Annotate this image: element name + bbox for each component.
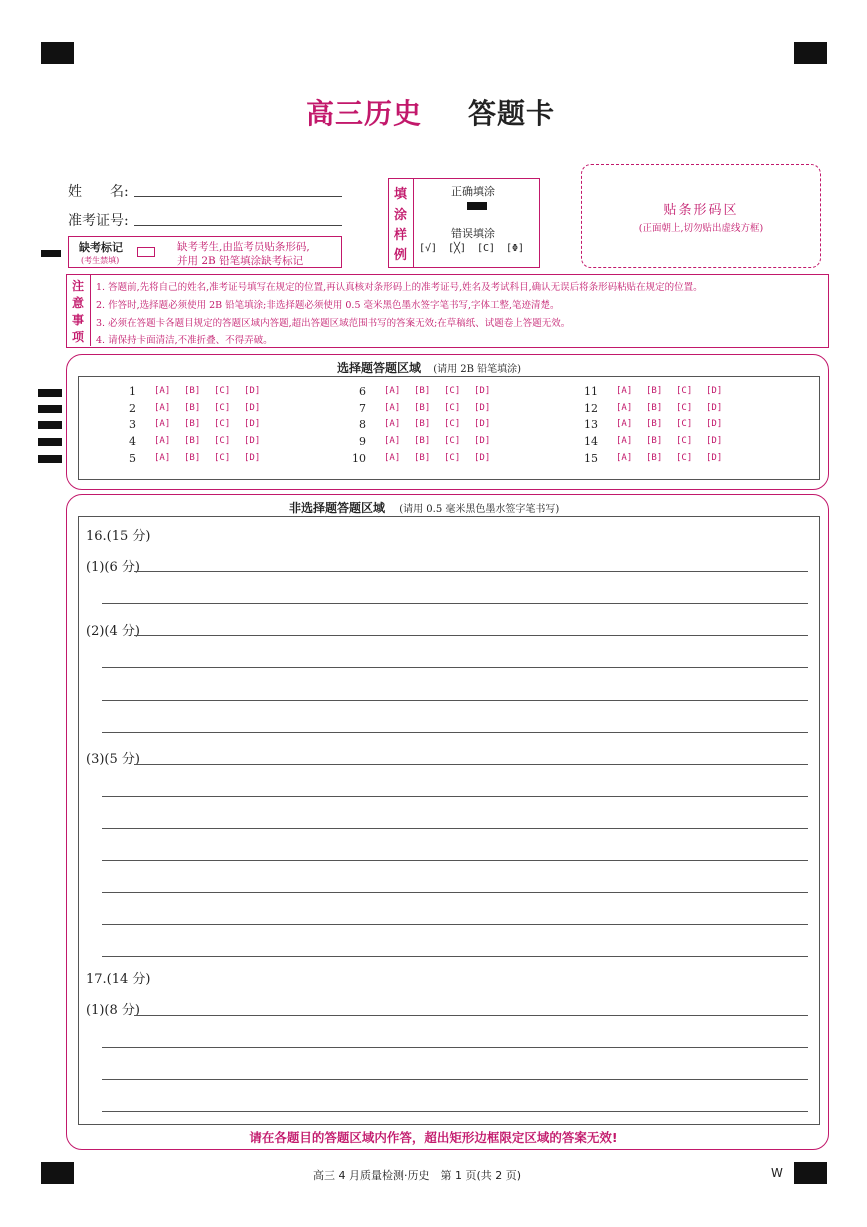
choice-options-row bbox=[616, 386, 736, 396]
fill-example-vertical-1: 填 bbox=[394, 187, 408, 202]
absent-label: 缺考标记 bbox=[79, 241, 123, 254]
choice-option-bubble[interactable]: [D] bbox=[474, 403, 491, 413]
timing-mark bbox=[38, 405, 62, 413]
choice-option-bubble[interactable]: [D] bbox=[706, 403, 723, 413]
absent-sub: (考生禁填) bbox=[81, 256, 120, 265]
choice-option-bubble[interactable]: [C] bbox=[676, 419, 693, 429]
choice-option-bubble[interactable]: [B] bbox=[646, 403, 663, 413]
version-code: W bbox=[771, 1166, 783, 1180]
fill-example-divider bbox=[413, 179, 414, 267]
choice-question-number: 8 bbox=[359, 418, 366, 431]
wrong-sample-1: [√] bbox=[419, 243, 438, 254]
choice-option-bubble[interactable]: [A] bbox=[616, 419, 633, 429]
answer-line[interactable] bbox=[102, 603, 808, 604]
choice-option-bubble[interactable]: [C] bbox=[676, 436, 693, 446]
choice-question-number: 9 bbox=[359, 435, 366, 448]
choice-options-row bbox=[384, 453, 504, 463]
barcode-area bbox=[581, 164, 821, 268]
timing-mark bbox=[38, 421, 62, 429]
fill-example-box bbox=[388, 178, 540, 268]
choice-question-number: 1 bbox=[129, 385, 136, 398]
absent-text-1: 缺考考生,由监考员贴条形码, bbox=[177, 241, 310, 253]
choice-option-bubble[interactable]: [B] bbox=[646, 386, 663, 396]
nonchoice-title-note: (请用 0.5 毫米黑色墨水签字笔书写) bbox=[399, 504, 560, 515]
question-17-1-label: (1)(8 分) bbox=[86, 1003, 140, 1018]
choice-title-text: 选择题答题区域 bbox=[337, 361, 422, 375]
choice-option-bubble[interactable]: [C] bbox=[676, 403, 693, 413]
choice-option-bubble[interactable]: [B] bbox=[646, 436, 663, 446]
choice-option-bubble[interactable]: [D] bbox=[706, 419, 723, 429]
choice-option-bubble[interactable]: [D] bbox=[474, 386, 491, 396]
choice-title-note: (请用 2B 铅笔填涂) bbox=[433, 364, 522, 375]
choice-option-bubble[interactable]: [A] bbox=[384, 453, 401, 463]
barcode-note: (正面朝上,切勿贴出虚线方框) bbox=[638, 223, 764, 234]
id-field[interactable] bbox=[134, 225, 342, 226]
choice-option-bubble[interactable]: [B] bbox=[184, 436, 201, 446]
choice-option-bubble[interactable]: [A] bbox=[154, 403, 171, 413]
choice-option-bubble[interactable]: [A] bbox=[154, 436, 171, 446]
choice-option-bubble[interactable]: [C] bbox=[214, 453, 231, 463]
choice-option-bubble[interactable]: [A] bbox=[384, 403, 401, 413]
answer-line[interactable] bbox=[102, 956, 808, 957]
answer-line[interactable] bbox=[102, 667, 808, 668]
notice-item-1: 1. 答题前,先将自己的姓名,准考证号填写在规定的位置,再认真核对条形码上的准考证号,姓名及考试科目,确认无误后将条形码粘贴在规定的位置。 bbox=[96, 282, 703, 293]
question-16-2-label: (2)(4 分) bbox=[86, 624, 140, 639]
subject-title: 高三历史 bbox=[306, 97, 423, 130]
answer-line[interactable] bbox=[102, 1079, 808, 1080]
id-label: 准考证号: bbox=[68, 213, 129, 229]
nonchoice-section-title bbox=[289, 499, 559, 516]
choice-question-number: 12 bbox=[584, 402, 598, 415]
question-17-label: 17.(14 分) bbox=[86, 972, 151, 987]
choice-options-row bbox=[616, 419, 736, 429]
answer-line[interactable] bbox=[134, 635, 808, 636]
out-of-bounds-warning: 请在各题目的答题区域内作答，超出矩形边框限定区域的答案无效! bbox=[249, 1130, 618, 1145]
wrong-sample-3: [C] bbox=[477, 243, 496, 254]
choice-question-number: 11 bbox=[584, 385, 598, 398]
choice-option-bubble[interactable]: [C] bbox=[444, 419, 461, 429]
fill-example-vertical-3: 样 bbox=[394, 228, 408, 243]
page-footer: 高三 4 月质量检测·历史 第 1 页(共 2 页) bbox=[313, 1169, 522, 1182]
choice-option-bubble[interactable]: [D] bbox=[244, 436, 261, 446]
choice-option-bubble[interactable]: [C] bbox=[676, 453, 693, 463]
choice-option-bubble[interactable]: [B] bbox=[184, 386, 201, 396]
choice-option-bubble[interactable]: [C] bbox=[444, 453, 461, 463]
choice-option-bubble[interactable]: [B] bbox=[184, 403, 201, 413]
choice-options-row bbox=[154, 386, 274, 396]
card-title: 答题卡 bbox=[468, 97, 556, 130]
correct-fill-sample bbox=[467, 202, 487, 210]
choice-options-row bbox=[616, 403, 736, 413]
choice-option-bubble[interactable]: [B] bbox=[184, 419, 201, 429]
choice-question-number: 15 bbox=[584, 452, 598, 465]
choice-option-bubble[interactable]: [A] bbox=[616, 403, 633, 413]
registration-mark-bottom-left bbox=[41, 1162, 74, 1184]
choice-options-row bbox=[384, 436, 504, 446]
choice-option-bubble[interactable]: [B] bbox=[646, 453, 663, 463]
choice-option-bubble[interactable]: [C] bbox=[444, 386, 461, 396]
choice-option-bubble[interactable]: [A] bbox=[384, 419, 401, 429]
choice-option-bubble[interactable]: [D] bbox=[244, 403, 261, 413]
wrong-sample-4: [Φ] bbox=[506, 243, 525, 254]
choice-options-row bbox=[154, 453, 274, 463]
choice-question-number: 14 bbox=[584, 435, 598, 448]
answer-line[interactable] bbox=[102, 1047, 808, 1048]
choice-option-bubble[interactable]: [B] bbox=[414, 453, 431, 463]
choice-question-number: 7 bbox=[359, 402, 366, 415]
choice-option-bubble[interactable]: [C] bbox=[444, 436, 461, 446]
choice-options-row bbox=[384, 386, 504, 396]
choice-question-number: 4 bbox=[129, 435, 136, 448]
answer-line[interactable] bbox=[102, 796, 808, 797]
name-field[interactable] bbox=[134, 196, 342, 197]
notice-item-2: 2. 作答时,选择题必须使用 2B 铅笔填涂;非选择题必须使用 0.5 毫米黑色墨水签字笔书写,字体工整,笔迹清楚。 bbox=[96, 300, 560, 311]
wrong-fill-label: 错误填涂 bbox=[451, 227, 495, 240]
question-16-label: 16.(15 分) bbox=[86, 529, 151, 544]
choice-options-row bbox=[616, 436, 736, 446]
choice-options-row bbox=[384, 419, 504, 429]
question-16-3-label: (3)(5 分) bbox=[86, 752, 140, 767]
nonchoice-answer-box bbox=[78, 516, 820, 1125]
registration-mark-bottom-right bbox=[794, 1162, 827, 1184]
answer-line[interactable] bbox=[102, 732, 808, 733]
choice-option-bubble[interactable]: [D] bbox=[706, 386, 723, 396]
choice-options-row bbox=[154, 403, 274, 413]
choice-options-row bbox=[384, 403, 504, 413]
choice-option-bubble[interactable]: [D] bbox=[244, 419, 261, 429]
choice-question-number: 2 bbox=[129, 402, 136, 415]
timing-mark bbox=[38, 389, 62, 397]
choice-option-bubble[interactable]: [A] bbox=[384, 386, 401, 396]
choice-option-bubble[interactable]: [A] bbox=[384, 436, 401, 446]
choice-option-bubble[interactable]: [C] bbox=[214, 436, 231, 446]
name-label: 姓 名: bbox=[68, 184, 129, 200]
choice-options-row bbox=[616, 453, 736, 463]
absent-mark-box bbox=[68, 236, 342, 268]
timing-mark bbox=[38, 455, 62, 463]
choice-option-bubble[interactable]: [B] bbox=[414, 403, 431, 413]
choice-option-bubble[interactable]: [A] bbox=[616, 386, 633, 396]
answer-line[interactable] bbox=[134, 571, 808, 572]
choice-question-number: 10 bbox=[352, 452, 366, 465]
absent-checkbox[interactable] bbox=[137, 247, 155, 257]
notice-head-2: 意 bbox=[72, 296, 85, 310]
choice-option-bubble[interactable]: [B] bbox=[414, 419, 431, 429]
choice-option-bubble[interactable]: [D] bbox=[474, 419, 491, 429]
choice-option-bubble[interactable]: [C] bbox=[214, 386, 231, 396]
choice-option-bubble[interactable]: [D] bbox=[474, 436, 491, 446]
choice-option-bubble[interactable]: [C] bbox=[676, 386, 693, 396]
choice-question-number: 5 bbox=[129, 452, 136, 465]
choice-option-bubble[interactable]: [B] bbox=[414, 436, 431, 446]
choice-option-bubble[interactable]: [B] bbox=[184, 453, 201, 463]
choice-option-bubble[interactable]: [A] bbox=[616, 436, 633, 446]
correct-fill-label: 正确填涂 bbox=[451, 185, 495, 198]
nonchoice-title-text: 非选择题答题区域 bbox=[289, 501, 386, 515]
choice-option-bubble[interactable]: [A] bbox=[154, 419, 171, 429]
notice-head-1: 注 bbox=[72, 279, 85, 293]
choice-option-bubble[interactable]: [D] bbox=[706, 436, 723, 446]
notice-item-4: 4. 请保持卡面清洁,不准折叠、不得弄破。 bbox=[96, 335, 273, 346]
choice-option-bubble[interactable]: [A] bbox=[154, 453, 171, 463]
choice-option-bubble[interactable]: [D] bbox=[474, 453, 491, 463]
registration-mark-top-left bbox=[41, 42, 74, 64]
choice-option-bubble[interactable]: [D] bbox=[706, 453, 723, 463]
choice-option-bubble[interactable]: [C] bbox=[214, 403, 231, 413]
answer-line[interactable] bbox=[102, 700, 808, 701]
notice-head-4: 项 bbox=[72, 330, 85, 344]
choice-question-number: 3 bbox=[129, 418, 136, 431]
choice-option-bubble[interactable]: [A] bbox=[154, 386, 171, 396]
barcode-title: 贴条形码区 bbox=[663, 203, 739, 218]
answer-line[interactable] bbox=[102, 924, 808, 925]
fill-example-vertical-4: 例 bbox=[394, 248, 408, 263]
notice-item-3: 3. 必须在答题卡各题目规定的答题区域内答题,超出答题区域范围书写的答案无效;在草稿纸、试题卷上答题无效。 bbox=[96, 318, 571, 329]
notice-divider bbox=[90, 274, 91, 346]
answer-line[interactable] bbox=[102, 892, 808, 893]
choice-option-bubble[interactable]: [B] bbox=[414, 386, 431, 396]
choice-option-bubble[interactable]: [C] bbox=[444, 403, 461, 413]
choice-options-row bbox=[154, 436, 274, 446]
question-16-1-label: (1)(6 分) bbox=[86, 560, 140, 575]
absent-text-2: 并用 2B 铅笔填涂缺考标记 bbox=[177, 255, 304, 267]
choice-option-bubble[interactable]: [A] bbox=[616, 453, 633, 463]
answer-line[interactable] bbox=[134, 1015, 808, 1016]
wrong-sample-2: [╳] bbox=[448, 243, 467, 254]
answer-line[interactable] bbox=[102, 1111, 808, 1112]
answer-line[interactable] bbox=[102, 860, 808, 861]
choice-option-bubble[interactable]: [C] bbox=[214, 419, 231, 429]
choice-option-bubble[interactable]: [D] bbox=[244, 453, 261, 463]
choice-question-number: 13 bbox=[584, 418, 598, 431]
fill-example-vertical-2: 涂 bbox=[394, 208, 408, 223]
notice-head-3: 事 bbox=[72, 313, 85, 327]
choice-option-bubble[interactable]: [D] bbox=[244, 386, 261, 396]
choice-options-row bbox=[154, 419, 274, 429]
choice-question-number: 6 bbox=[359, 385, 366, 398]
answer-line[interactable] bbox=[102, 828, 808, 829]
wrong-fill-samples bbox=[419, 243, 535, 254]
choice-option-bubble[interactable]: [B] bbox=[646, 419, 663, 429]
timing-mark bbox=[41, 250, 61, 257]
registration-mark-top-right bbox=[794, 42, 827, 64]
timing-mark bbox=[38, 438, 62, 446]
choice-section-title bbox=[337, 359, 521, 376]
answer-line[interactable] bbox=[134, 764, 808, 765]
